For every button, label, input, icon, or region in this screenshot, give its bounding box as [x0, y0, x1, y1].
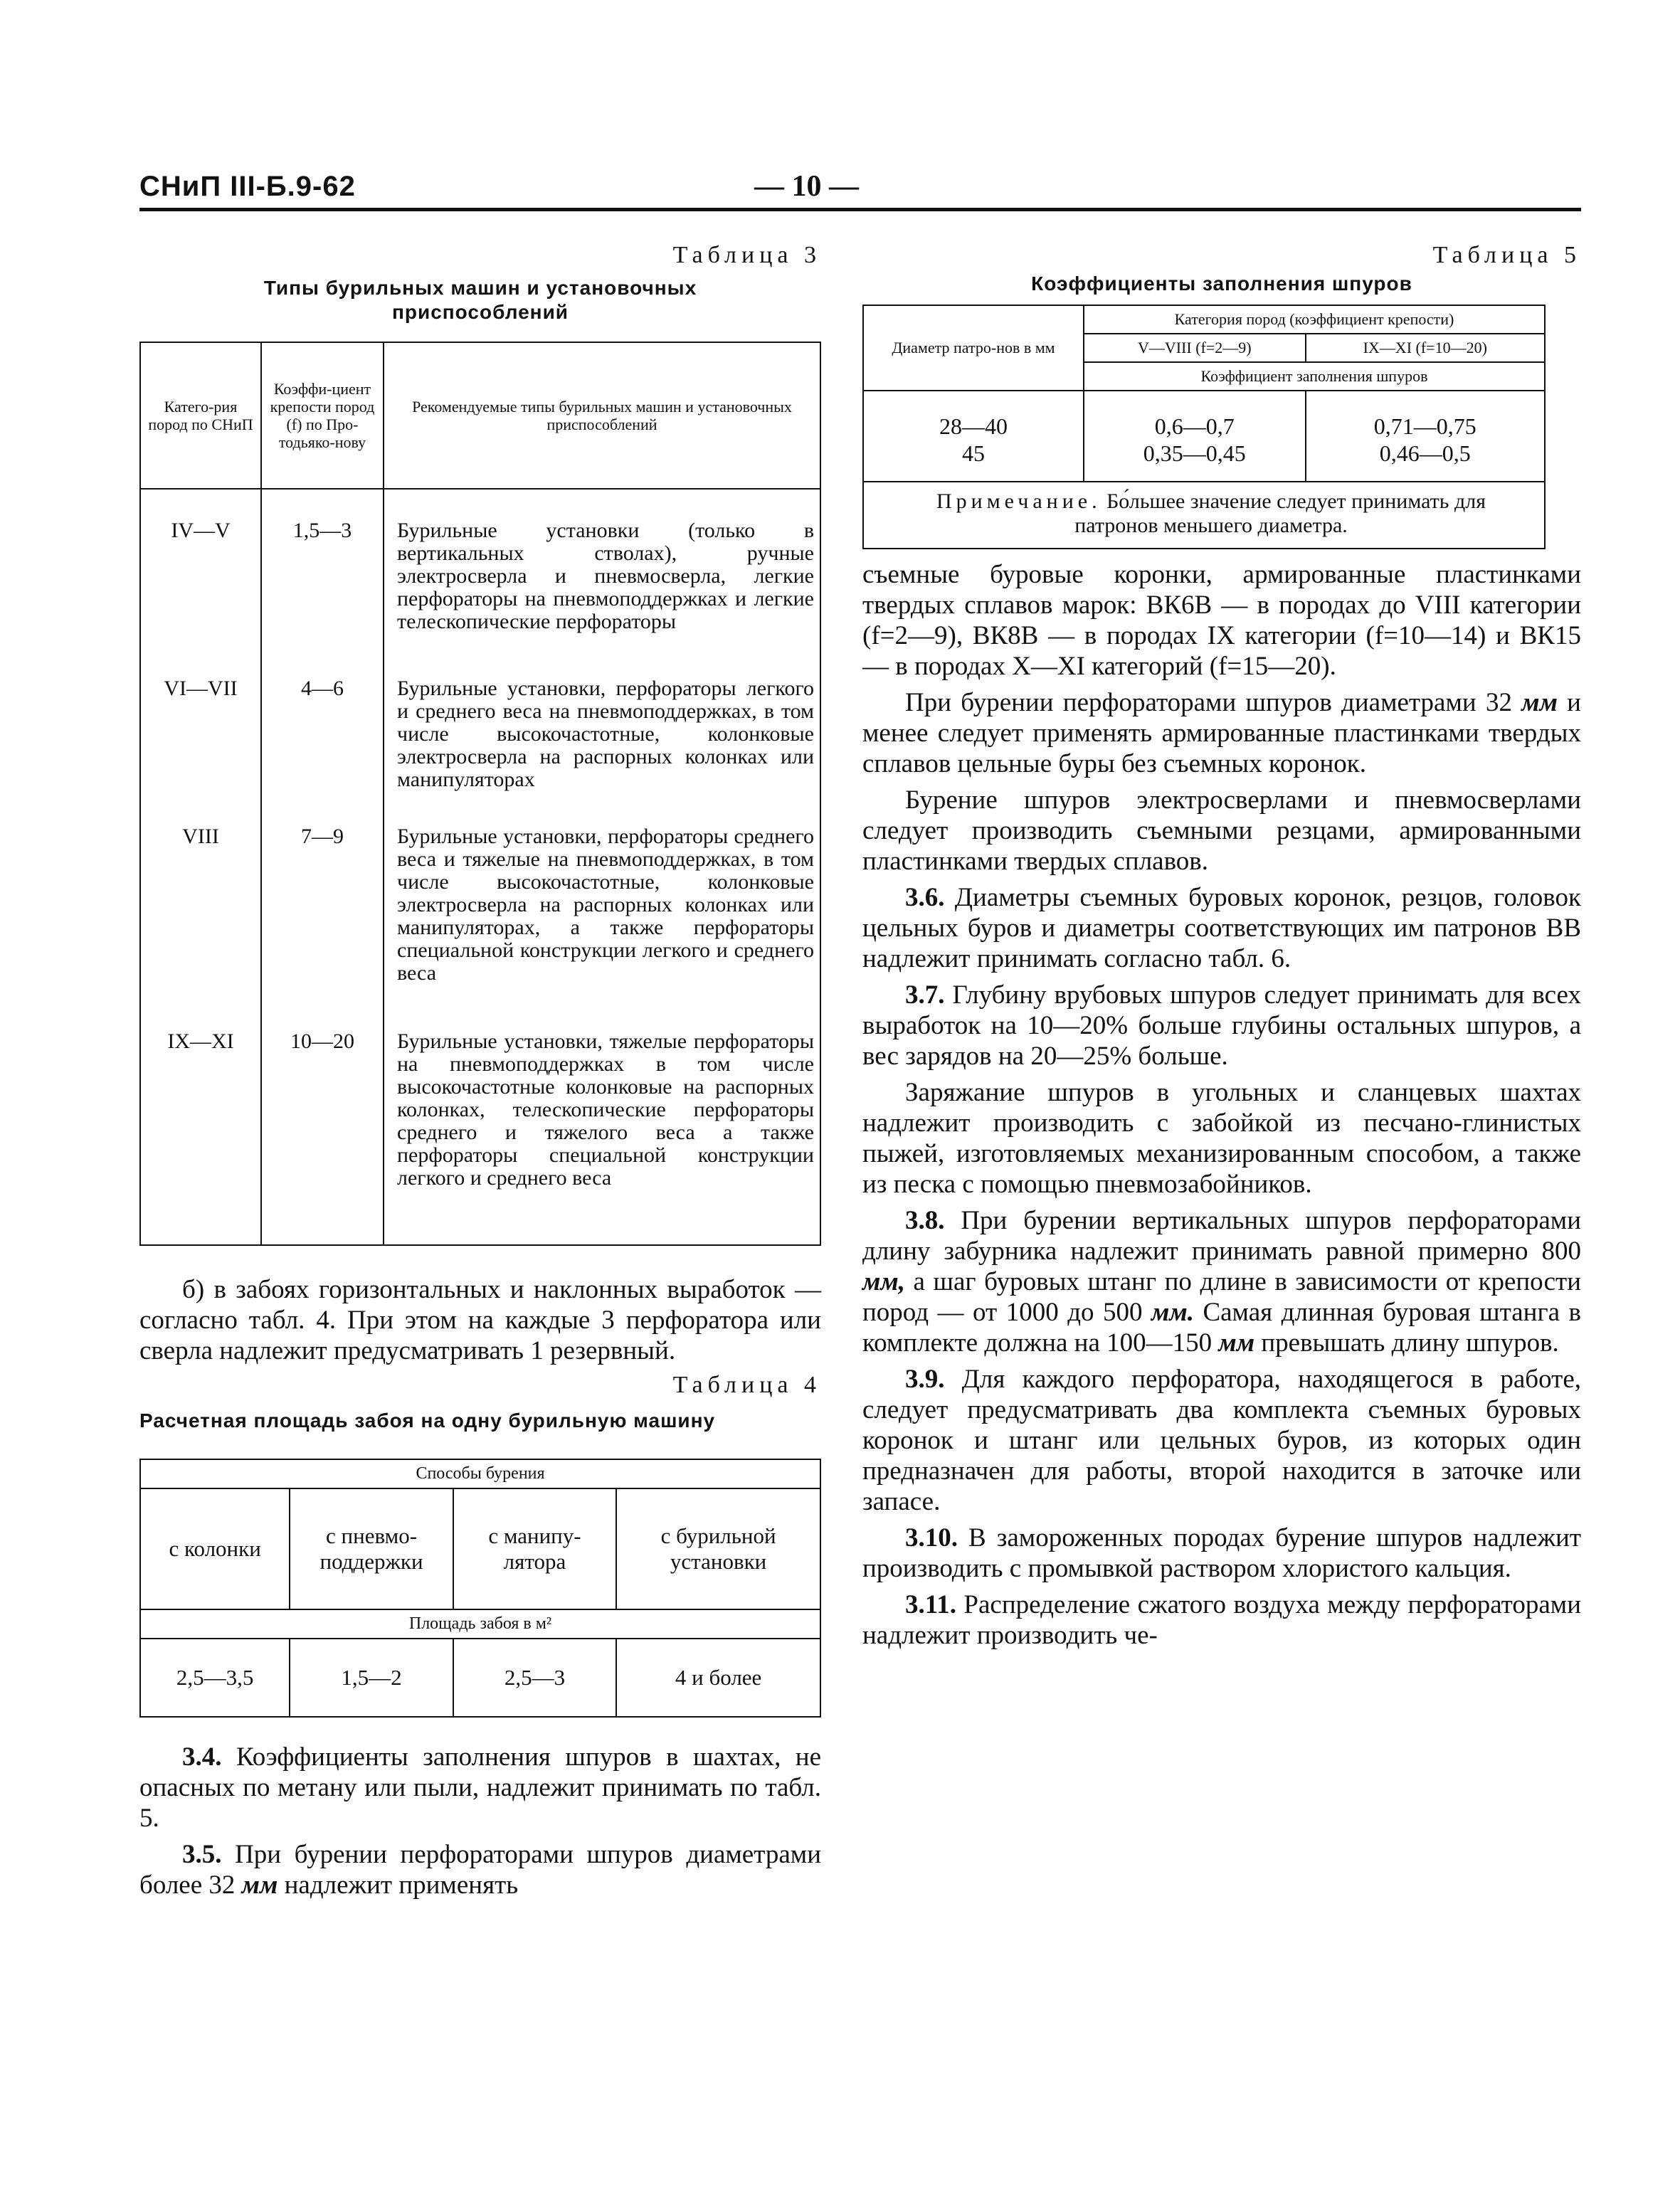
table4-area-row — [140, 1639, 820, 1717]
table-row — [863, 391, 1545, 482]
table3-text-2: Бурильные установки, перфораторы легкого и среднего веса на пневмоподдержках, в том числе высокочастотные, колонковые электросверла на распорных колонках или манипуляторах — [397, 677, 814, 791]
table3-caption: Таблица 3 — [672, 242, 821, 268]
left-body-text-1 — [139, 1274, 821, 1366]
paragraph-b: б) в забоях горизонтальных и наклонных выработок — согласно табл. 4. При этом на каждые 3 перфоратора или сверла надлежит предусматривать 1 резервный. — [139, 1275, 821, 1365]
paragraph-3-7-text: Глубину врубовых шпуров следует принимать для всех выработок на 10—20% больше глубины остальных шпуров, а вес зарядов на 20—25% больше. — [862, 980, 1581, 1071]
table3-texts — [384, 489, 820, 1245]
table5-v1-1: 0,6—0,7 — [1154, 413, 1235, 439]
paragraph-3-4-text: Коэффициенты заполнения шпуров в шахтах, не опасных по метану или пыли, надлежит принимать по табл. 5. — [139, 1742, 821, 1833]
paragraph-3-8-unit-2: мм. — [1151, 1298, 1194, 1327]
paragraph-32-text-a: При бурении перфораторами шпуров диаметрами 32 — [905, 688, 1522, 717]
paragraph-3-10-text: В замороженных породах бурение шпуров надлежит производить с промывкой раствором хлористого кальция. — [862, 1523, 1581, 1583]
paragraph-32-text-b: и менее следует применять армированные пластинками твердых сплавов цельные буры без съемных коронок. — [862, 688, 1581, 778]
table5-header-diameter: Диаметр патро-нов в мм — [863, 305, 1084, 391]
table3-coef-1: 1,5—3 — [292, 519, 352, 542]
paragraph-cont: съемные буровые коронки, армированные пластинками твердых сплавов марок: ВК6В — в породах до VIII категории (f=2—9), ВК8В — в породах IX категории (f=10—14) и ВК15 — в породах X—XI категорий (f=15—20). — [862, 560, 1581, 681]
paragraph-32 — [862, 687, 1581, 779]
paragraph-3-8-text-d: превышать длину шпуров. — [1254, 1328, 1559, 1358]
table5-v2-2: 0,46—0,5 — [1379, 440, 1471, 466]
table4-method-4: с бурильной установки — [616, 1488, 820, 1609]
table3-categories — [140, 489, 261, 1245]
paragraph-3-8-number: 3.8. — [905, 1206, 945, 1235]
paragraph-3-8 — [862, 1205, 1581, 1358]
paragraph-charging: Заряжание шпуров в угольных и сланцевых шахтах надлежит производить с забойкой из песчано-глинистых пыжей, изготовляемых механизированным способом, а также из песка с помощью пневмозабойников. — [862, 1078, 1581, 1199]
right-column — [862, 242, 1581, 1651]
table4-methods-row — [140, 1488, 820, 1609]
table5-values-1 — [1084, 391, 1306, 482]
table5-caption: Таблица 5 — [1432, 242, 1581, 268]
table5-v1-2: 0,35—0,45 — [1143, 440, 1246, 466]
table3-cat-1: IV—V — [171, 519, 231, 542]
paragraph-3-7-number: 3.7. — [905, 980, 945, 1010]
table4-method-1: с колонки — [140, 1488, 290, 1609]
table3-coef-3: 7—9 — [301, 825, 344, 848]
paragraph-3-9-number: 3.9. — [905, 1365, 945, 1394]
paragraph-3-5-text-a: При бурении перфораторами шпуров диаметрами более 32 — [139, 1840, 821, 1900]
header-rule — [139, 208, 1581, 211]
table3-text-3: Бурильные установки, перфораторы среднего веса и тяжелые на пневмоподдержках, в том числе высокочастотные, колонковые электросверла на распорных колонках или манипуляторах, а также перфораторы специальной конструкции легкого и среднего веса — [397, 825, 814, 985]
table3-header-category: Катего-рия пород по СНиП — [140, 342, 261, 489]
table5-values-2 — [1306, 391, 1545, 482]
right-body-text — [862, 559, 1581, 1651]
paragraph-3-6-text: Диаметры съемных буровых коронок, резцов, головок цельных буров и диаметры соответствующих им патронов ВВ надлежит принимать согласно табл. 6. — [862, 883, 1581, 973]
paragraph-3-11 — [862, 1589, 1581, 1651]
table5-subheader-2: IX—XI (f=10—20) — [1306, 334, 1545, 362]
table3-coef-2: 4—6 — [301, 677, 344, 700]
table4-group-row — [140, 1459, 820, 1488]
table3-cat-2: VI—VII — [164, 677, 238, 700]
paragraph-3-4-number: 3.4. — [182, 1742, 222, 1772]
table5-d-2: 45 — [962, 440, 985, 466]
document-code: СНиП III-Б.9-62 — [139, 171, 356, 202]
table4-method-3: с манипу-лятора — [453, 1488, 616, 1609]
table3 — [139, 342, 821, 1246]
table3-text-1: Бурильные установки (только в вертикальных стволах), ручные электросверла и пневмосверла, легкие перфораторы на пневмоподдержках и легкие телескопические перфораторы — [397, 519, 814, 633]
paragraph-3-6-number: 3.6. — [905, 883, 945, 912]
paragraph-electro: Бурение шпуров электросверлами и пневмосверлами следует производить съемными резцами, армированными пластинками твердых сплавов. — [862, 785, 1581, 876]
table5-note-row — [863, 482, 1545, 549]
table4-method-2: с пневмо-поддержки — [290, 1488, 453, 1609]
table5-subheader-1: V—VIII (f=2—9) — [1084, 334, 1306, 362]
paragraph-3-9 — [862, 1364, 1581, 1517]
page-number: — 10 — — [754, 170, 859, 203]
paragraph-3-5-text-b: надлежит применять — [278, 1871, 519, 1900]
paragraph-3-11-number: 3.11. — [905, 1590, 956, 1619]
table3-header-coef: Коэффи-циент крепости пород (f) по Про-тодьяко-нову — [261, 342, 384, 489]
paragraph-3-8-text-b: а шаг буровых штанг по длине в зависимости от крепости пород — от 1000 до 500 — [862, 1267, 1581, 1327]
table3-cat-3: VIII — [182, 825, 219, 848]
table4-area-1: 2,5—3,5 — [140, 1639, 290, 1717]
table4-area-2: 1,5—2 — [290, 1639, 453, 1717]
paragraph-3-8-unit-3: мм — [1218, 1328, 1255, 1358]
table5-v2-1: 0,71—0,75 — [1373, 413, 1476, 439]
paragraph-3-11-text: Распределение сжатого воздуха между перфораторами надлежит производить че- — [862, 1590, 1581, 1650]
table3-header-types: Рекомендуемые типы бурильных машин и установочных приспособлений — [384, 342, 820, 489]
table5 — [862, 305, 1546, 549]
paragraph-3-7 — [862, 980, 1581, 1072]
paragraph-3-8-text-c: Самая длинная буровая штанга в комплекте должна на 100—150 — [862, 1298, 1581, 1358]
paragraph-3-4 — [139, 1742, 821, 1834]
table5-note — [863, 482, 1545, 549]
table5-d-1: 28—40 — [939, 413, 1008, 439]
table4-area-3: 2,5—3 — [453, 1639, 616, 1717]
table3-header-row — [140, 342, 820, 489]
table3-cat-4: IX—XI — [167, 1030, 234, 1053]
paragraph-3-9-text: Для каждого перфоратора, находящегося в работе, следует предусматривать два комплекта съемных буровых коронок и штанг или цельных буров, из которых один предназначен для работы, второй находится в заточке или запасе. — [862, 1365, 1581, 1516]
table5-diameters — [863, 391, 1084, 482]
table5-header-row-1 — [863, 305, 1545, 334]
table-row — [140, 489, 820, 1245]
paragraph-3-8-text-a: При бурении вертикальных шпуров перфораторами длину забурника надлежит принимать равной примерно 800 — [862, 1206, 1581, 1266]
paragraph-3-8-unit-1: мм, — [862, 1267, 905, 1296]
table3-text-4: Бурильные установки, тяжелые перфораторы на пневмоподдержках в том числе высокочастотные колонковые на распорных колонках, телескопические перфораторы среднего и тяжелого веса а также перфораторы специальной конструкции легкого и среднего веса — [397, 1030, 814, 1190]
table5-header-category: Категория пород (коэффициент крепости) — [1084, 305, 1545, 334]
table4-area-header: Площадь забоя в м² — [140, 1609, 820, 1639]
table4-caption: Таблица 4 — [672, 1372, 821, 1398]
table5-title: Коэффициенты заполнения шпуров — [1031, 273, 1412, 295]
table3-title: Типы бурильных машин и установочных приспособлений — [263, 277, 697, 323]
table4-title: Расчетная площадь забоя на одну бурильную машину — [139, 1409, 716, 1432]
paragraph-3-5 — [139, 1839, 821, 1900]
paragraph-3-10 — [862, 1523, 1581, 1584]
table4-area-4: 4 и более — [616, 1639, 820, 1717]
left-body-text-2 — [139, 1742, 821, 1900]
table5-note-label: Примечание. — [936, 490, 1101, 513]
left-column — [139, 242, 821, 1900]
table4 — [139, 1459, 821, 1718]
paragraph-32-unit: мм — [1521, 688, 1558, 717]
table4-area-header-row — [140, 1609, 820, 1639]
table3-coefs — [261, 489, 384, 1245]
table3-coef-4: 10—20 — [290, 1030, 354, 1053]
paragraph-3-10-number: 3.10. — [905, 1523, 958, 1552]
table4-group-header: Способы бурения — [140, 1459, 820, 1488]
table5-note-text: Бо́льшее значение следует принимать для патронов меньшего диаметра. — [1074, 490, 1486, 537]
table5-header-fill: Коэффициент заполнения шпуров — [1084, 362, 1545, 391]
paragraph-3-5-number: 3.5. — [182, 1840, 222, 1869]
paragraph-3-5-unit: мм — [241, 1871, 278, 1900]
paragraph-3-6 — [862, 882, 1581, 974]
